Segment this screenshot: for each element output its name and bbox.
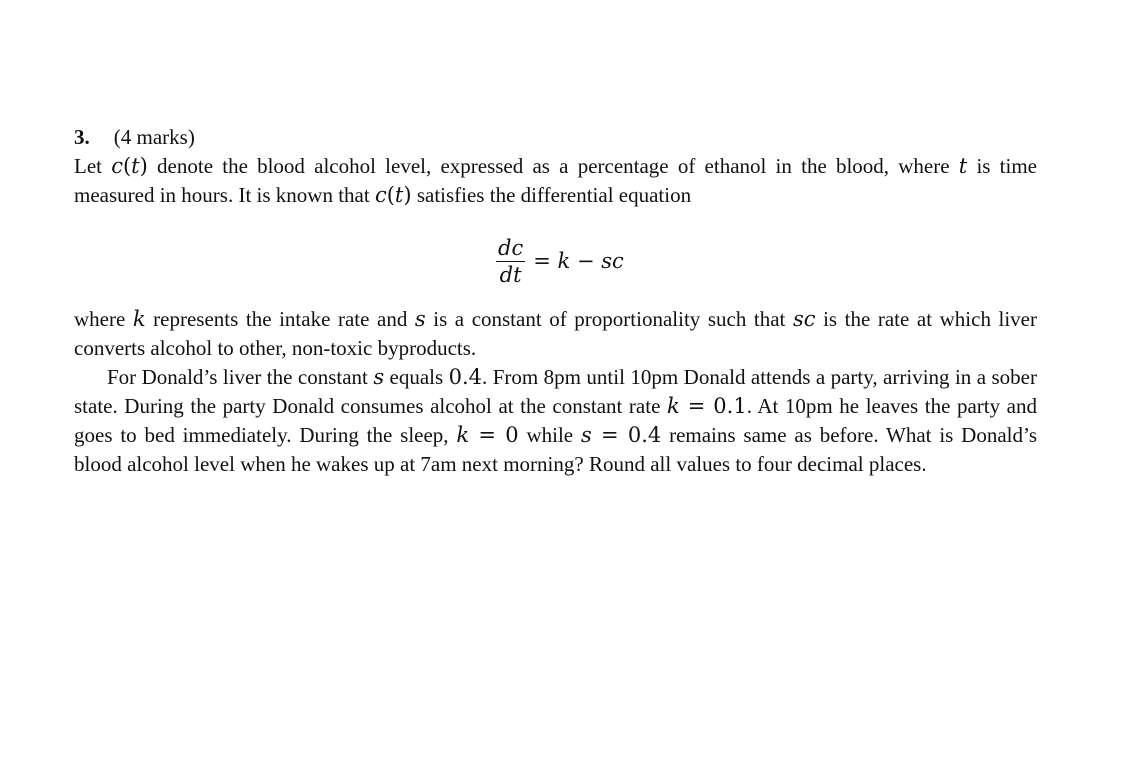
math-value: 0.4	[448, 365, 483, 389]
definition-paragraph	[74, 305, 1037, 363]
math-paren: )	[403, 183, 412, 207]
text-run: satisfies the differential equation	[411, 183, 692, 207]
fraction-denominator: dt	[499, 262, 522, 287]
text-run: . From 8pm until 10pm Donald attends a party, arriving in a sober state. During the party Donald consumes alcohol at the constant rate	[74, 365, 1037, 418]
fraction-numerator: dc	[498, 235, 524, 260]
math-k: k	[132, 307, 146, 331]
math-k: k	[456, 423, 470, 447]
math-t: t	[131, 154, 140, 178]
math-paren: )	[139, 154, 148, 178]
math-value: 0.4	[627, 423, 662, 447]
text-run: . At 10pm he leaves the party and goes to bed immediately. During the sleep,	[74, 394, 1037, 447]
text-run: while	[518, 423, 581, 447]
derivative-fraction	[496, 235, 525, 288]
math-value: 0	[505, 423, 519, 447]
math-sc: sc	[792, 307, 816, 331]
equation-rhs	[533, 249, 624, 273]
equals-sign: =	[591, 423, 628, 447]
equals-sign: =	[469, 423, 506, 447]
text-run: For Donald’s liver the constant	[107, 365, 374, 389]
math-s: s	[373, 365, 385, 389]
math-s: s	[414, 307, 426, 331]
math-value: 0.1	[713, 394, 747, 418]
intro-paragraph	[74, 152, 1037, 210]
math-sc: sc	[601, 249, 624, 273]
text-run: is a constant of proportionality such that	[425, 307, 793, 331]
problem-paragraph	[74, 363, 1037, 479]
text-run: Let	[74, 154, 112, 178]
differential-equation	[496, 230, 624, 292]
math-t: t	[958, 154, 968, 178]
text-run: where	[74, 307, 133, 331]
math-paren: (	[386, 183, 395, 207]
minus-sign: −	[576, 249, 595, 273]
math-t: t	[394, 183, 404, 207]
text-run: denote the blood alcohol level, expressed as a percentage of ethanol in the blood, where	[147, 154, 959, 178]
math-k: k	[666, 394, 680, 418]
math-paren: (	[122, 154, 132, 178]
math-c: c	[111, 154, 123, 178]
math-c: c	[374, 183, 387, 207]
math-k: k	[557, 249, 571, 273]
text-run: remains same as before. What is Donald’s blood alcohol level when he wakes up at 7am next morning? Round all values to four decimal places.	[74, 423, 1038, 476]
text-run: is time measured in hours. It is known that	[74, 154, 1038, 207]
text-run: represents the intake rate and	[145, 307, 415, 331]
question-header	[74, 123, 195, 151]
question-marks: (4 marks)	[113, 125, 195, 149]
question-number: 3.	[74, 125, 90, 149]
equals-sign: =	[533, 249, 551, 273]
text-run: equals	[384, 365, 449, 389]
equals-sign: =	[679, 394, 714, 418]
text-run: is the rate at which liver converts alcohol to other, non-toxic byproducts.	[74, 307, 1037, 360]
math-s: s	[580, 423, 592, 447]
